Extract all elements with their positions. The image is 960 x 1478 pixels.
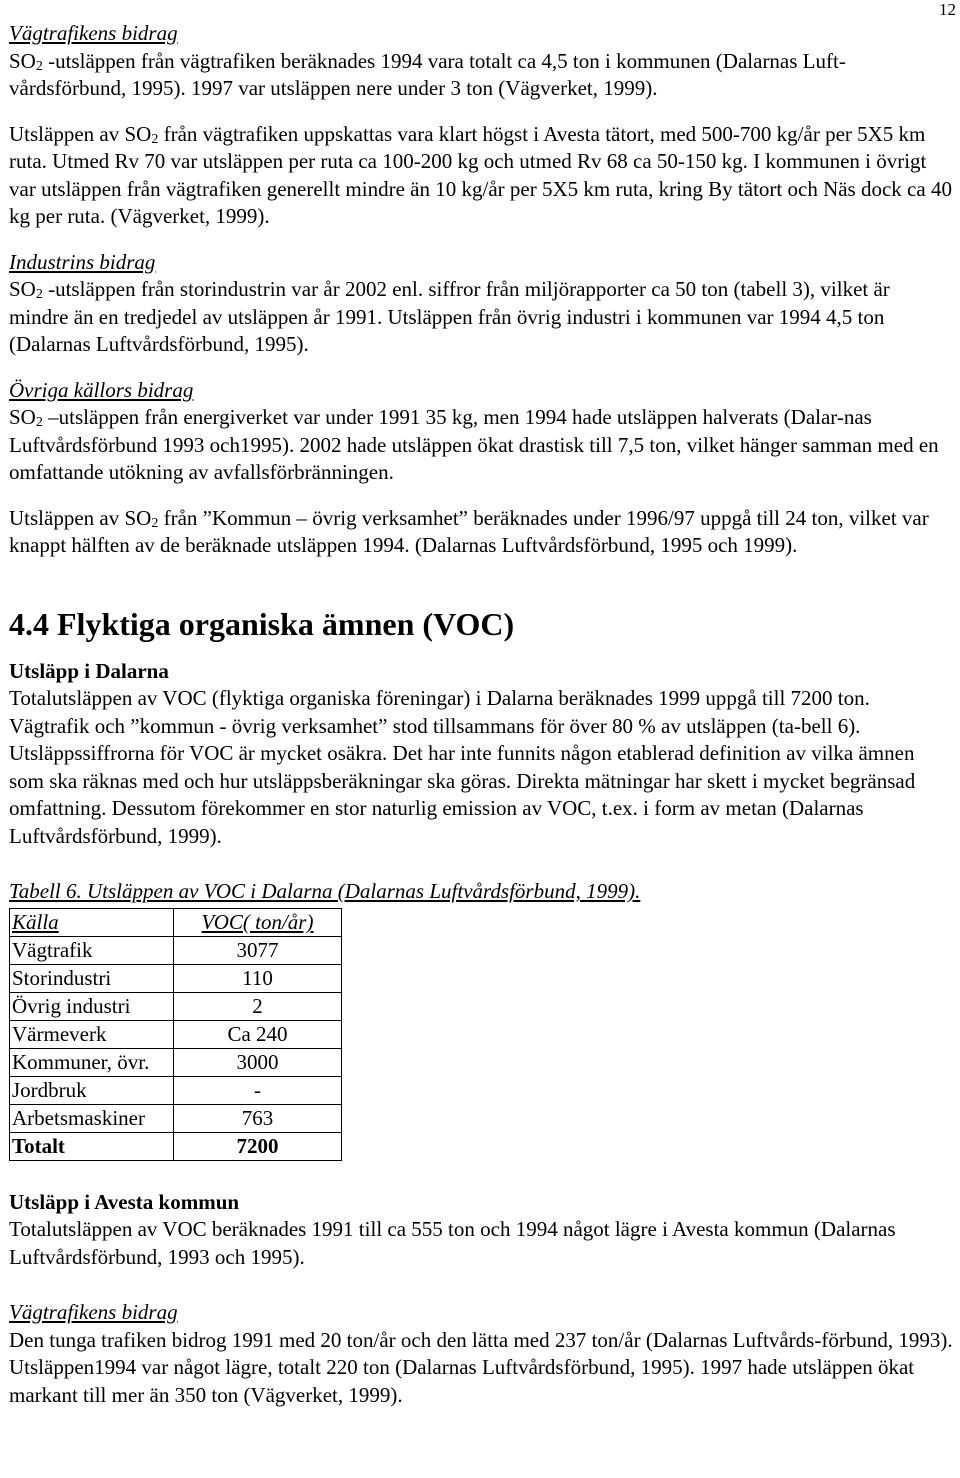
heading-dalarna-emissions: Utsläpp i Dalarna <box>9 658 169 683</box>
table-row <box>10 1076 342 1104</box>
text-segment: -utsläppen från storindustrin var år 2002 enl. siffror från miljörapporter ca 50 ton (tabell 3), vilket är mindre än en tredjedel av utsläppen år 1991. Utsläppen från övrig industri i kommunen var 1994 4,5 ton (Dalarnas Luftvårdsförbund, 1995). <box>9 277 890 356</box>
subscript: 2 <box>151 131 159 147</box>
subscript: 2 <box>35 415 43 430</box>
page-number: 12 <box>939 0 956 19</box>
paragraph-road-so2-total <box>9 48 953 103</box>
paragraph-municipal-so2 <box>9 505 953 560</box>
voc-table <box>9 908 342 1161</box>
paragraph-avesta-voc: Totalutsläppen av VOC beräknades 1991 till ca 555 ton och 1994 något lägre i Avesta kommun (Dalarnas Luftvårdsförbund, 1993 och 1995). <box>9 1217 896 1269</box>
text-segment: -utsläppen från vägtrafiken beräknades 1994 vara totalt ca 4,5 ton i kommunen (Dalarnas Luft-vårdsförbund, 1995). 1997 var utsläppen nere under 3 ton (Vägverket, 1999). <box>9 48 846 100</box>
table-caption: Tabell 6. Utsläppen av VOC i Dalarna (Dalarnas Luftvårdsförbund, 1999). <box>9 879 641 903</box>
subscript: 2 <box>35 58 43 74</box>
text-segment: Utsläppen av SO <box>9 121 152 146</box>
text-segment: –utsläppen från energiverket var under 1991 35 kg, men 1994 hade utsläppen halverats (Dalar-nas Luftvårdsförbund 1993 och1995). 2002 hade utsläppen ökat drastisk till 7,5 ton, vilket hänger samman med en omfattande utökning av avfallsförbränningen. <box>9 405 939 484</box>
paragraph-industry-so2 <box>9 276 953 359</box>
table-cell-value: Ca 240 <box>174 1020 342 1048</box>
paragraph-dalarna-voc: Totalutsläppen av VOC (flyktiga organiska föreningar) i Dalarna beräknades 1999 uppgå till 7200 ton. Vägtrafik och ”kommun - övrig verksamhet” stod tillsammans för över 80 % av utsläppen (ta-bell 6). Utsläppssiffrorna för VOC är mycket osäkra. Det har inte funnits någon etablerad definition av vilka ämnen som ska räknas med och hur utsläppsberäkningar ska göras. Direkta mätningar har skett i mycket begränsad omfattning. Dessutom förekommer en stor naturlig emission av VOC, t.ex. i form av metan (Dalarnas Luftvårdsförbund, 1999). <box>9 686 916 848</box>
table-cell-source: Vägtrafik <box>10 936 174 964</box>
heading-other-sources: Övriga källors bidrag <box>9 377 194 402</box>
table-cell-source: Arbetsmaskiner <box>10 1104 174 1132</box>
table-cell-source: Värmeverk <box>10 1020 174 1048</box>
table-cell-source: Övrig industri <box>10 992 174 1020</box>
heading-road-traffic-so2: Vägtrafikens bidrag <box>9 21 178 45</box>
table-cell-value: - <box>174 1076 342 1104</box>
table-row <box>10 936 342 964</box>
paragraph-road-so2-distribution <box>9 121 953 231</box>
table-header-row <box>10 908 342 936</box>
column-header-voc: VOC( ton/år) <box>174 908 342 936</box>
table-row <box>10 964 342 992</box>
table-cell-value: 2 <box>174 992 342 1020</box>
heading-avesta-emissions: Utsläpp i Avesta kommun <box>9 1189 240 1214</box>
table-row <box>10 1104 342 1132</box>
text-segment: SO <box>9 48 36 73</box>
table-cell-source: Jordbruk <box>10 1076 174 1104</box>
table-cell-value: 110 <box>174 964 342 992</box>
subscript: 2 <box>151 515 159 531</box>
column-header-source: Källa <box>10 908 174 936</box>
subscript: 2 <box>35 287 43 302</box>
table-row <box>10 992 342 1020</box>
text-segment: från ”Kommun – övrig verksamhet” beräknades under 1996/97 uppgå till 24 ton, vilket var knappt hälften av de beräknade utsläppen 1994. (Dalarnas Luftvårdsförbund, 1995 och 1999). <box>9 505 929 557</box>
heading-road-traffic-voc: Vägtrafikens bidrag <box>9 1300 178 1324</box>
table-total-row <box>10 1132 342 1160</box>
section-title-voc: 4.4 Flyktiga organiska ämnen (VOC) <box>9 605 515 642</box>
table-cell-source: Kommuner, övr. <box>10 1048 174 1076</box>
heading-industry: Industrins bidrag <box>9 249 156 274</box>
table-row <box>10 1048 342 1076</box>
table-cell-value: 3077 <box>174 936 342 964</box>
text-segment: Utsläppen av SO <box>9 505 152 530</box>
table-cell-source: Storindustri <box>10 964 174 992</box>
table-row <box>10 1020 342 1048</box>
text-segment: från vägtrafiken uppskattas vara klart högst i Avesta tätort, med 500-700 kg/år per 5X5 km ruta. Utmed Rv 70 var utsläppen per ruta ca 100-200 kg och utmed Rv 68 ca 50-150 kg. I kommunen i övrigt var utsläppen från vägtrafiken generellt mindre än 10 kg/år per 5X5 km ruta, kring By tätort och Näs dock ca 40 kg per ruta. (Vägverket, 1999). <box>9 121 952 228</box>
text-segment: SO <box>9 405 36 429</box>
table-cell-total-value: 7200 <box>174 1132 342 1160</box>
paragraph-road-voc: Den tunga trafiken bidrog 1991 med 20 ton/år och den lätta med 237 ton/år (Dalarnas Luftvårds-förbund, 1993). Utsläppen1994 var något lägre, totalt 220 ton (Dalarnas Luftvårdsförbund, 1995). 1997 hade utsläppen ökat markant till mer än 350 ton (Vägverket, 1999). <box>9 1327 953 1407</box>
document-body <box>9 20 953 1409</box>
table-cell-value: 3000 <box>174 1048 342 1076</box>
text-segment: SO <box>9 277 36 301</box>
table-cell-total-label: Totalt <box>10 1132 174 1160</box>
paragraph-energy-plant-so2 <box>9 404 953 487</box>
table-cell-value: 763 <box>174 1104 342 1132</box>
